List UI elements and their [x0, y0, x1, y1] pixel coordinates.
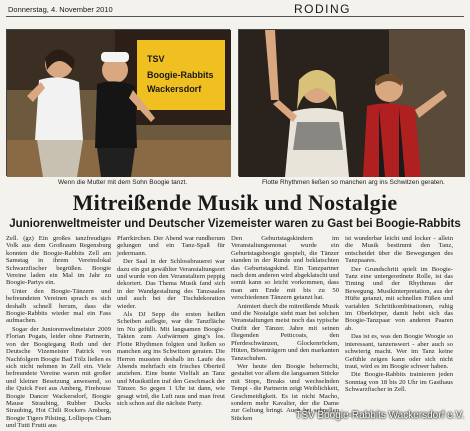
paragraph: Den Geburtstagskindern im Veranstaltungsmonat wurde ein Geburtstagsboogie gespielt, die Tänzer standen in der Runde und beklatschten das Geburtstagskind. Ein Tanzpartner nach dem anderen wird abgeklatscht und somit kann so leicht vorkommen, dass man am Ende mit bis zu 50 verschiedenen Tänzern getanzt hat. — [231, 235, 339, 302]
page-header — [6, 3, 464, 17]
paragraph: Pfarrkirchen. Der Abend war rundherum gelungen und ein Tanz-Spaß für jedermann. — [117, 235, 225, 257]
paragraph: Der Saal in der Schlossbrauerei war dazu ein gut gewählter Veranstaltungsort und wurde von den Veranstaltern peppig dekoriert. Das Thema Musik fand sich in der Wandgestaltung des Tanzsaales und auch bei der Tischdekoration wieder. — [117, 258, 225, 310]
photo-couple-dancing — [238, 29, 464, 176]
banner-lettering: TSV — [147, 54, 165, 64]
section-title: RODING — [294, 2, 351, 16]
article-column-2 — [117, 235, 225, 408]
caption-right-photo: Flotte Rhythmen ließen so manchen arg ins Schwitzen geraten. — [262, 179, 445, 186]
paragraph: Als DJ Sepp die ersten heißen Scheiben auflegte, war die Tanzfläche im Nu gefüllt. Mit langsamen Boogie-Takten zum Aufwärmen ging’s los. Flotte Rhythmen folgten und ließen so manchen arg ins Schwitzen geraten. Die Herren mussten deshalb im Laufe des Abends mehrfach ein frisches Oberteil anziehen. Eine bunte Vielfalt an Tanz und Musikstilen traf den Geschmack der Tänzer. So gegen 1 Uhr ist dann, wie gesagt wird, die Luft raus und man freut sich schon auf die nächste Party. — [117, 311, 225, 407]
photo-mother-son-dancing — [6, 29, 230, 176]
issue-date: Donnerstag, 4. November 2010 — [8, 5, 113, 14]
article-column-4 — [345, 235, 453, 395]
photo-left-image — [7, 30, 231, 177]
paragraph: Unter den Boogie-Tänzern und befreundeten Vereinen sprach es sich deshalb schnell herum, dass die Boogie-Rabbits wieder mal ein Fass aufmachen. — [6, 287, 111, 325]
svg-text:Wackersdorf: Wackersdorf — [147, 84, 202, 94]
paragraph: Sogar der Juniorenweltmeister 2009 Florian Pogats, leider ohne Partnerin, von der Boogiegang Roth und der Deutsche Vizemeister Patrick von Nachfolgern Boogie Bad Tölz ließen es sich nicht nehmen in Zell ein. Viele befreundete Vereine waren mit großer und kleiner Besetzung anwesend, so die Quick Feet aus Amberg, Firehouse Boogie Dancer Wackersdorf, Boogie Mause Straubing, Rubber Ducks Straubing, Hot Chili Rockers Amberg, Boogie Tigers Pilsting, Lollipops Cham und Tutti Frutti aus — [6, 325, 111, 430]
article-headline: Mitreißende Musik und Nostalgie — [72, 190, 398, 215]
photo-right-image — [239, 30, 465, 177]
paragraph: Animiert durch die mitreißende Musik und die Nostalgie sieht man bei solchen Veranstaltungen meist noch das typische Outfit der Tänzer. Jahre mit seinen fliegenden Petticoats, den Pferdeschwänzen, Glockenröcken, Hüten, Bösenträgern und den markanten Tanzschuhen. — [231, 302, 339, 362]
svg-text:Boogie-Rabbits: Boogie-Rabbits — [147, 70, 214, 80]
paragraph: Zell. (gz) Ein großes tanzfreudiges Volk aus dem Großraum Regensburg konnten die Boogie-Rabbits Zell am Samstag in ihrem Vereinslokal Schwarzfischer begrüßen. Boogie Vereine laden ein Mal im Jahr zu Boogie-Partys ein. — [6, 235, 111, 287]
article-subheadline: Juniorenweltmeister und Deutscher Vizemeister waren zu Gast bei Boogie-Rabbits — [9, 218, 461, 230]
paragraph: Das ist es, was den Boogie Woogie so interessant, tanzenswert - aber auch so schwierig macht. Wer im Tanz keine Gefühle zeigen kann oder sich nicht traut, wird es im Boogie schwer haben. — [345, 333, 453, 370]
watermark-stamp: TSV Boogie-Rabbits Wackersdorf e.V. — [295, 410, 464, 421]
article-column-3 — [231, 235, 339, 423]
article-column-1 — [6, 235, 111, 431]
paragraph: ist wunderbar leicht und locker - allein die Musik bestimmt den Tanz, entscheidet über die Bewegungen des Tanzpaares. — [345, 235, 453, 265]
paragraph: Der Grundschritt spielt im Boogie-Tanz eine untergeordnete Rolle, ist das Timing und der Rhythmus der Bewegung. Musikinterpretation, aus der Hüfte getanzt, mit schnellen Füßen und variablen Schrittkombinationen, ruhig im Oberkörper, damit hebt sich das Boogie-Tanzpaar von anderen Paaren ab. — [345, 265, 453, 332]
paragraph: Wer heute den Boogie beherrscht, gestaltet vor allem die langsamen Stücke mit Stops, Breaks und wechselnden Tempi - die Partnerin zeigt Weiblichkeit, Geschmeidigkeit. Es ist nicht Macho, sondern mehr Kavalier, der die Dame zur Geltung bringt. Auch bei schnellen Stücken — [231, 362, 339, 422]
caption-left-photo: Wenn die Mutter mit dem Sohn Boogie tanzt. — [58, 179, 188, 186]
paragraph: Die Boogie-Rabbits trainieren jeden Sonntag von 18 bis 20 Uhr im Gasthaus Schwarzfischer in Zell. — [345, 371, 453, 394]
